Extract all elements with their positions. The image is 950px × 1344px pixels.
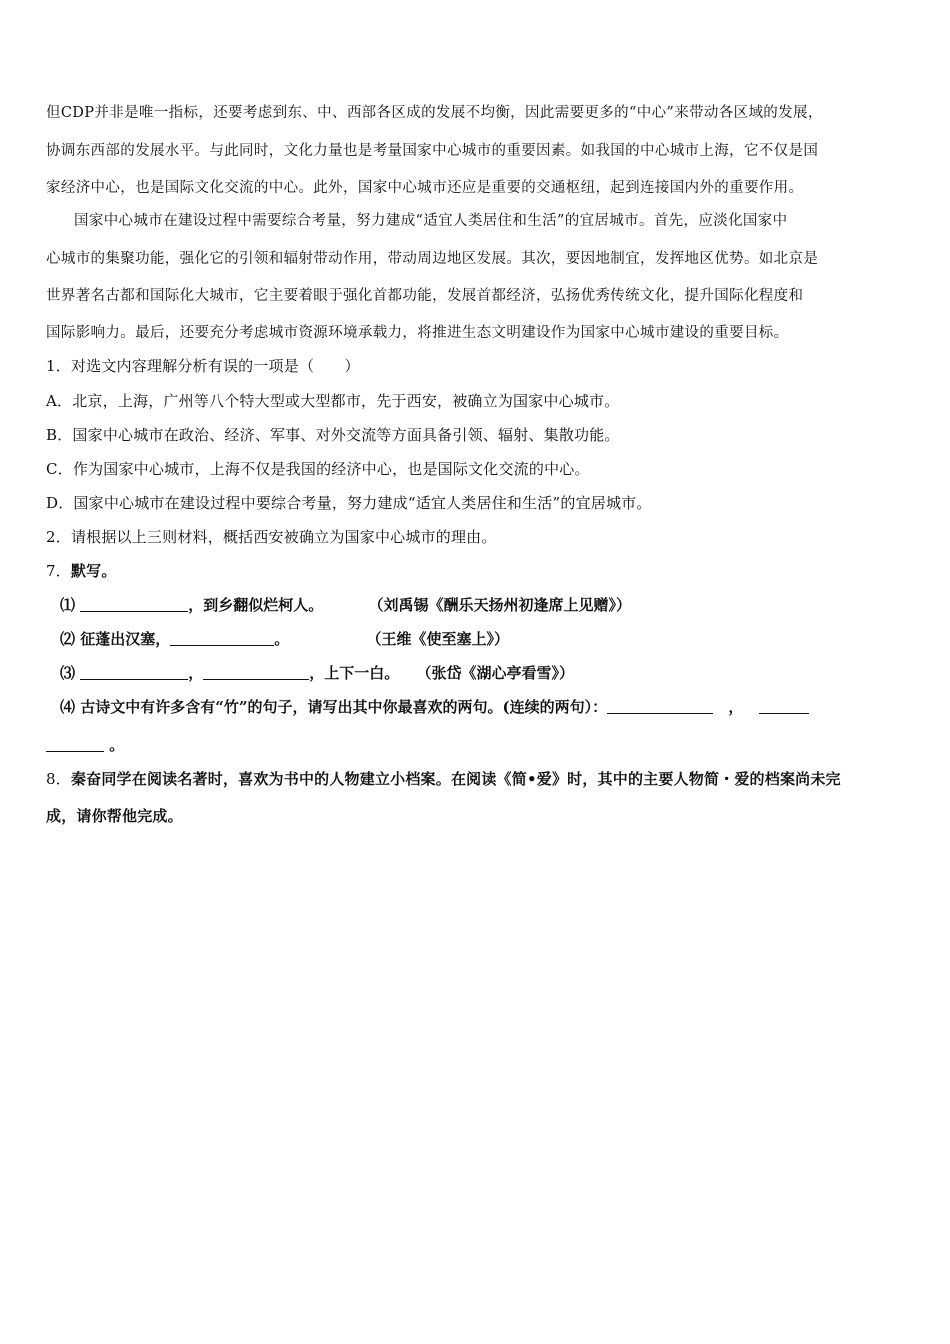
poem-line: ，上下一白。 (309, 664, 400, 682)
question-text: 秦奋同学在阅读名著时，喜欢为书中的人物建立小档案。在阅读《简•爱》时，其中的主要人物简・爱的档案尚未完 (70, 770, 841, 788)
item-number: ⑷ (60, 698, 76, 716)
question-1-stem: 1．对选文内容理解分析有误的一项是（ ） (46, 357, 360, 375)
answer-blank[interactable] (46, 736, 104, 752)
question-1-option-c: C．作为国家中心城市，上海不仅是我国的经济中心，也是国际文化交流的中心。 (46, 460, 590, 478)
item-number: ⑶ (60, 664, 76, 682)
poem-punct: ， (728, 698, 744, 716)
passage-line: 国际影响力。最后，还要充分考虑城市资源环境承载力，将推进生态文明建设作为国家中心城市建设的重要目标。 (46, 325, 789, 341)
question-number: 7． (46, 562, 71, 580)
poem-source: （王维《使至塞上》） (366, 630, 510, 648)
question-8-line-1 (46, 769, 841, 789)
item-number: ⑵ (60, 630, 76, 648)
question-1-option-b: B．国家中心城市在政治、经济、军事、对外交流等方面具备引领、辐射、集散功能。 (46, 426, 620, 444)
passage-line: 协调东西部的发展水平。与此同时，文化力量也是考量国家中心城市的重要因素。如我国的中心城市上海，它不仅是国 (46, 143, 819, 159)
poem-punct: 。 (274, 630, 290, 648)
question-2-stem: 2．请根据以上三则材料，概括西安被确立为国家中心城市的理由。 (46, 528, 497, 546)
dictation-item-4 (60, 697, 809, 717)
passage-line: 国家中心城市在建设过程中需要综合考量，努力建成“适宜人类居住和生活”的宜居城市。首先，应淡化国家中 (74, 213, 788, 229)
question-8-line-2: 成，请你帮他完成。 (46, 807, 183, 825)
poem-line: 征蓬出汉塞， (80, 630, 171, 648)
passage-line: 心城市的集聚功能，强化它的引领和辐射带动作用，带动周边地区发展。其次，要因地制宜，发挥地区优势。如北京是 (46, 251, 819, 267)
poem-source: （张岱《湖心亭看雪》） (416, 664, 575, 682)
question-title: 默写。 (70, 562, 117, 580)
dictation-item-1 (60, 595, 631, 615)
item-number: ⑴ (60, 596, 76, 614)
dictation-item-4-continued (46, 735, 124, 755)
poem-punct: 。 (109, 736, 125, 754)
answer-blank[interactable] (80, 664, 188, 680)
passage-line: 世界著名古都和国际化大城市，它主要着眼于强化首都功能，发展首都经济，弘扬优秀传统文化，提升国际化程度和 (46, 288, 804, 304)
answer-blank[interactable] (607, 698, 713, 714)
passage-line: 但CDP并非是唯一指标，还要考虑到东、中、西部各区成的发展不均衡，因此需要更多的“中心”来带动各区域的发展， (46, 105, 823, 121)
poem-punct: ， (188, 664, 204, 682)
poem-source: （刘禹锡《酬乐天扬州初逢席上见赠》） (368, 596, 632, 614)
question-1-option-a: A．北京，上海，广州等八个特大型或大型都市，先于西安，被确立为国家中心城市。 (46, 392, 620, 410)
poem-line: ，到乡翻似烂柯人。 (188, 596, 324, 614)
answer-blank[interactable] (759, 698, 809, 714)
answer-blank[interactable] (80, 596, 188, 612)
dictation-item-3 (60, 663, 574, 683)
question-7-heading (46, 561, 117, 581)
passage-line: 家经济中心，也是国际文化交流的中心。此外，国家中心城市还应是重要的交通枢纽，起到连接国内外的重要作用。 (46, 180, 804, 196)
dictation-item-2 (60, 629, 509, 649)
answer-blank[interactable] (170, 630, 274, 646)
question-number: 8． (46, 770, 71, 788)
question-1-option-d: D．国家中心城市在建设过程中要综合考量，努力建成“适宜人类居住和生活”的宜居城市。 (46, 494, 652, 512)
item-prompt: 古诗文中有许多含有“竹”的句子，请写出其中你最喜欢的两句。(连续的两句）： (80, 698, 608, 716)
answer-blank[interactable] (203, 664, 309, 680)
